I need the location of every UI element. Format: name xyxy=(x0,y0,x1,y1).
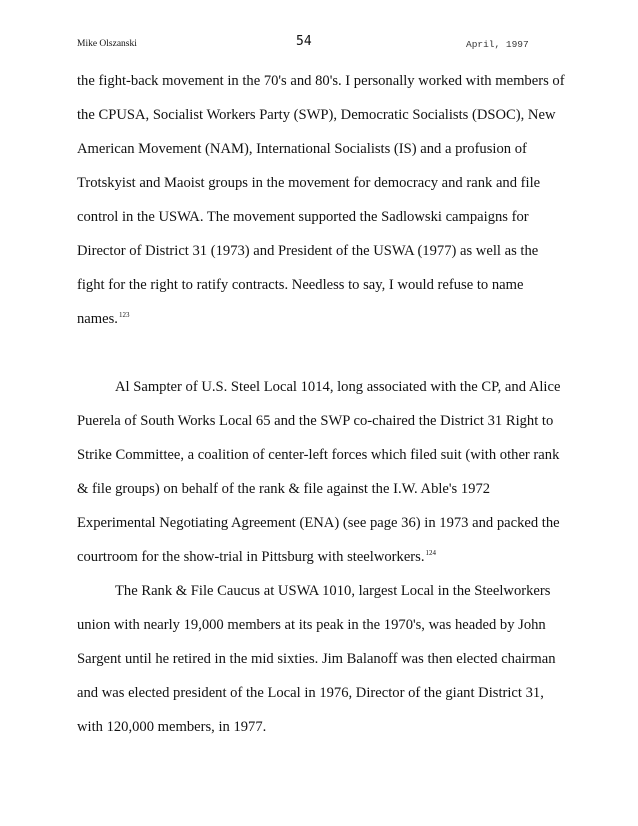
page-number: 54 xyxy=(296,34,312,49)
text-line-with-footnote xyxy=(77,302,569,336)
paragraph-3 xyxy=(77,574,569,744)
text-line: Trotskyist and Maoist groups in the movement for democracy and rank and file xyxy=(77,175,541,191)
text-line: with 120,000 members, in 1977. xyxy=(77,719,267,735)
paragraph-spacer xyxy=(77,336,569,370)
text-line: the fight-back movement in the 70's and 80's. I personally worked with members of xyxy=(77,73,565,89)
text-line: Director of District 31 (1973) and President of the USWA (1977) as well as the xyxy=(77,243,539,259)
text-line: Sargent until he retired in the mid sixties. Jim Balanoff was then elected chairman xyxy=(77,651,556,667)
footnote-marker: 123 xyxy=(118,311,130,319)
text-fragment: names. xyxy=(77,311,118,327)
text-line: Puerela of South Works Local 65 and the SWP co-chaired the District 31 Right to xyxy=(77,413,554,429)
footnote-marker: 124 xyxy=(425,549,436,557)
text-line: Al Sampter of U.S. Steel Local 1014, long associated with the CP, and Alice xyxy=(115,379,561,395)
text-fragment: courtroom for the show-trial in Pittsburg with steelworkers. xyxy=(77,549,425,565)
paragraph-1 xyxy=(77,64,569,336)
text-line-with-footnote xyxy=(77,540,569,574)
header-date: April, 1997 xyxy=(466,39,529,50)
text-line: & file groups) on behalf of the rank & file against the I.W. Able's 1972 xyxy=(77,481,491,497)
text-line: the CPUSA, Socialist Workers Party (SWP), Democratic Socialists (DSOC), New xyxy=(77,107,556,123)
text-line: American Movement (NAM), International Socialists (IS) and a profusion of xyxy=(77,141,527,157)
text-line: and was elected president of the Local in 1976, Director of the giant District 31, xyxy=(77,685,544,701)
text-line: fight for the right to ratify contracts. Needless to say, I would refuse to name xyxy=(77,277,524,293)
author-name: Mike Olszanski xyxy=(77,39,137,49)
text-line: control in the USWA. The movement supported the Sadlowski campaigns for xyxy=(77,209,529,225)
page-header xyxy=(77,34,562,54)
text-line: The Rank & File Caucus at USWA 1010, largest Local in the Steelworkers xyxy=(115,583,551,599)
paragraph-2 xyxy=(77,370,569,574)
text-line: Experimental Negotiating Agreement (ENA) (see page 36) in 1973 and packed the xyxy=(77,515,560,531)
page-body xyxy=(77,64,569,744)
text-line: union with nearly 19,000 members at its peak in the 1970's, was headed by John xyxy=(77,617,546,633)
text-line: Strike Committee, a coalition of center-left forces which filed suit (with other rank xyxy=(77,447,560,463)
